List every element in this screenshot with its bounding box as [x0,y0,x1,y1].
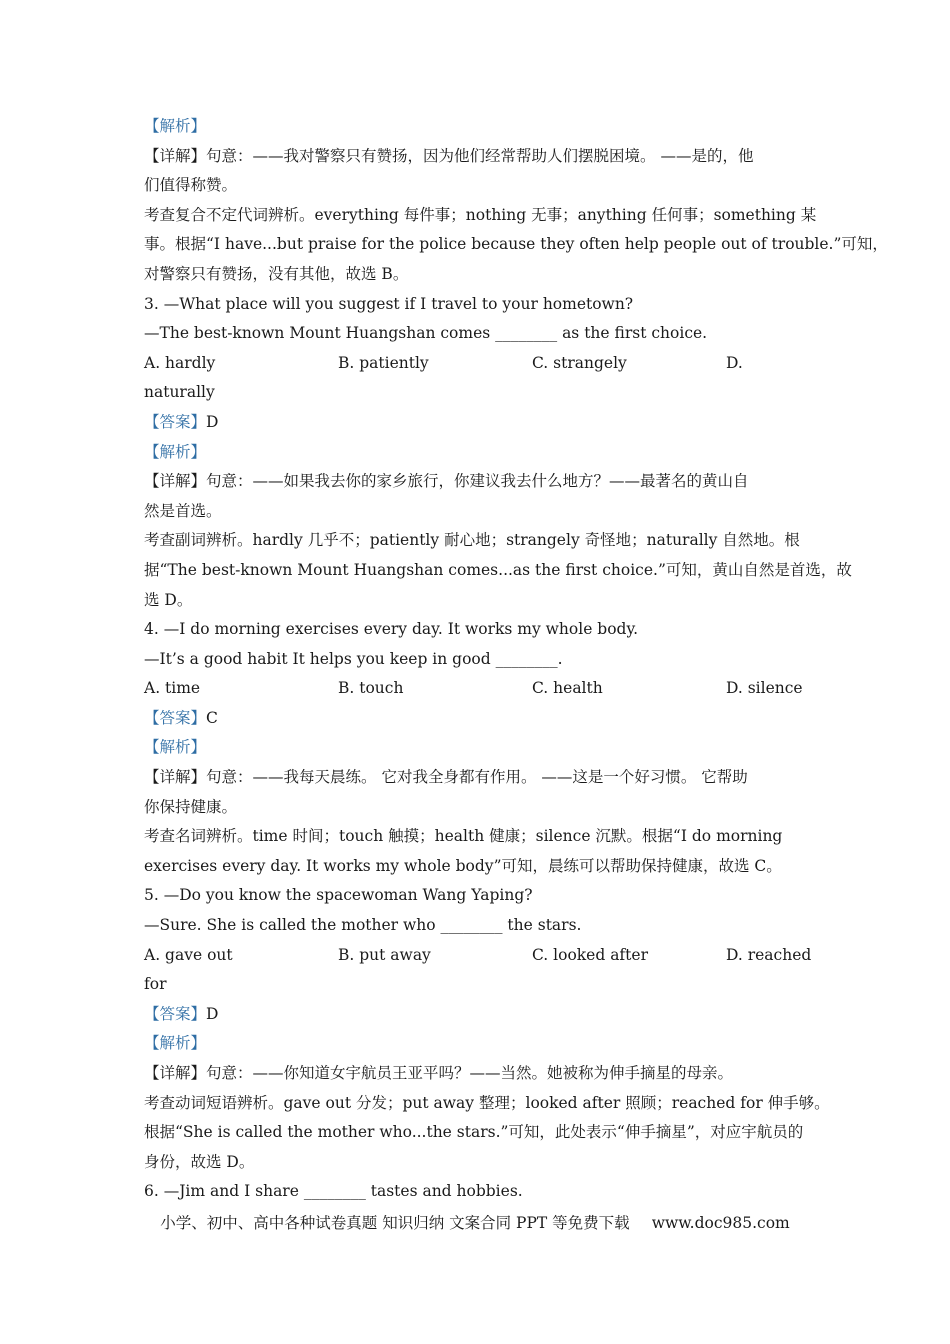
q2-explanation-line-2: 事。根据“I have...but praise for the police because they often help people out of trouble.”可知， [144,235,888,254]
q5-explanation-line-3: 身份，故选 D。 [144,1152,255,1171]
footer-url: www.doc985.com [651,1214,790,1232]
q5-options [144,941,812,971]
answer-tag: 【答案】 [144,412,207,431]
q3-explanation-line-3: 选 D。 [144,590,193,609]
analysis-tag: 【解析】 [144,1034,207,1053]
detail-tag: 【详解】 [144,768,207,787]
q4-option-c: C. health [532,679,603,698]
answer-value: D [206,412,219,431]
q4-detail-line-1 [144,763,808,793]
q3-option-b: B. patiently [338,353,429,372]
answer-tag: 【答案】 [144,1004,207,1023]
q3-option-c: C. strangely [532,353,627,372]
detail-tag: 【详解】 [144,146,207,165]
q5-option-b: B. put away [338,945,431,964]
q5-option-d-continued: for [144,975,167,994]
analysis-tag: 【解析】 [144,117,207,135]
q3-options [144,349,808,379]
q4-analysis [144,733,808,763]
q3-analysis [144,438,808,468]
q3-option-d: D. [726,353,743,372]
q3-detail-line-1 [144,467,808,497]
q3-option-d-continued: naturally [144,383,215,402]
q3-explanation-line-1: 考查副词辨析。hardly 几乎不；patiently 耐心地；strangely 奇怪地；naturally 自然地。根 [144,531,800,550]
q4-detail-line-2: 你保持健康。 [144,797,238,816]
analysis-tag: 【解析】 [144,738,207,757]
q5-stem-line-2: —Sure. She is called the mother who ________ the stars. [144,916,582,935]
detail-text: 句意：——我每天晨练。 它对我全身都有作用。 ——这是一个好习惯。 它帮助 [206,768,748,787]
q2-detail-line-1 [144,142,808,172]
q2-explanation-line-1: 考查复合不定代词辨析。everything 每件事；nothing 无事；anything 任何事；something 某 [144,205,817,224]
q5-explanation-line-1: 考查动词短语辨析。gave out 分发；put away 整理；looked after 照顾；reached for 伸手够。 [144,1093,830,1112]
q4-option-b: B. touch [338,679,404,698]
q6-stem-line-1: 6. —Jim and I share ________ tastes and hobbies. [144,1182,523,1201]
q5-stem-line-1: 5. —Do you know the spacewoman Wang Yaping? [144,886,533,905]
q5-explanation-line-2: 根据“She is called the mother who...the stars.”可知，此处表示“伸手摘星”，对应宇航员的 [144,1123,804,1142]
q5-option-c: C. looked after [532,945,648,964]
q3-explanation-line-2: 据“The best-known Mount Huangshan comes...as the first choice.”可知，黄山自然是首选，故 [144,560,852,579]
page-footer [0,1210,950,1236]
footer-text: 小学、初中、高中各种试卷真题 知识归纳 文案合同 PPT 等免费下载 [160,1214,630,1232]
detail-text: 句意：——你知道女宇航员王亚平吗？——当然。她被称为伸手摘星的母亲。 [206,1064,734,1082]
q5-answer [144,1000,808,1030]
q4-explanation-line-1: 考查名词辨析。time 时间；touch 触摸；health 健康；silence 沉默。根据“I do morning [144,827,783,846]
q5-option-d: D. reached [726,945,812,964]
q5-analysis [144,1029,808,1059]
answer-value: C [206,708,218,727]
answer-value: D [206,1004,219,1023]
detail-tag: 【详解】 [144,472,207,491]
q2-detail-line-2: 们值得称赞。 [144,176,238,195]
q5-detail-line-1 [144,1059,808,1089]
q3-answer [144,408,808,438]
answer-tag: 【答案】 [144,708,207,727]
q2-analysis [144,112,808,142]
detail-text: 句意：——如果我去你的家乡旅行，你建议我去什么地方？——最著名的黄山自 [206,472,749,491]
q4-stem-line-1: 4. —I do morning exercises every day. It works my whole body. [144,620,639,639]
q3-detail-line-2: 然是首选。 [144,501,222,520]
detail-tag: 【详解】 [144,1064,207,1082]
q2-explanation-line-3: 对警察只有赞扬，没有其他，故选 B。 [144,264,409,283]
q4-options [144,674,808,704]
q4-option-d: D. silence [726,679,803,698]
document-body [144,112,888,1207]
detail-text: 句意：——我对警察只有赞扬，因为他们经常帮助人们摆脱困境。 ——是的，他 [206,146,754,165]
q4-answer [144,704,808,734]
q3-stem-line-1: 3. —What place will you suggest if I travel to your hometown? [144,294,634,313]
q3-stem-line-2: —The best-known Mount Huangshan comes ________ as the first choice. [144,324,708,343]
q4-stem-line-2: —It’s a good habit It helps you keep in good ________. [144,649,563,668]
q3-option-a: A. hardly [144,353,216,372]
analysis-tag: 【解析】 [144,442,207,461]
q4-explanation-line-2: exercises every day. It works my whole body”可知，晨练可以帮助保持健康，故选 C。 [144,856,782,875]
q5-option-a: A. gave out [144,945,233,964]
q4-option-a: A. time [144,679,201,698]
